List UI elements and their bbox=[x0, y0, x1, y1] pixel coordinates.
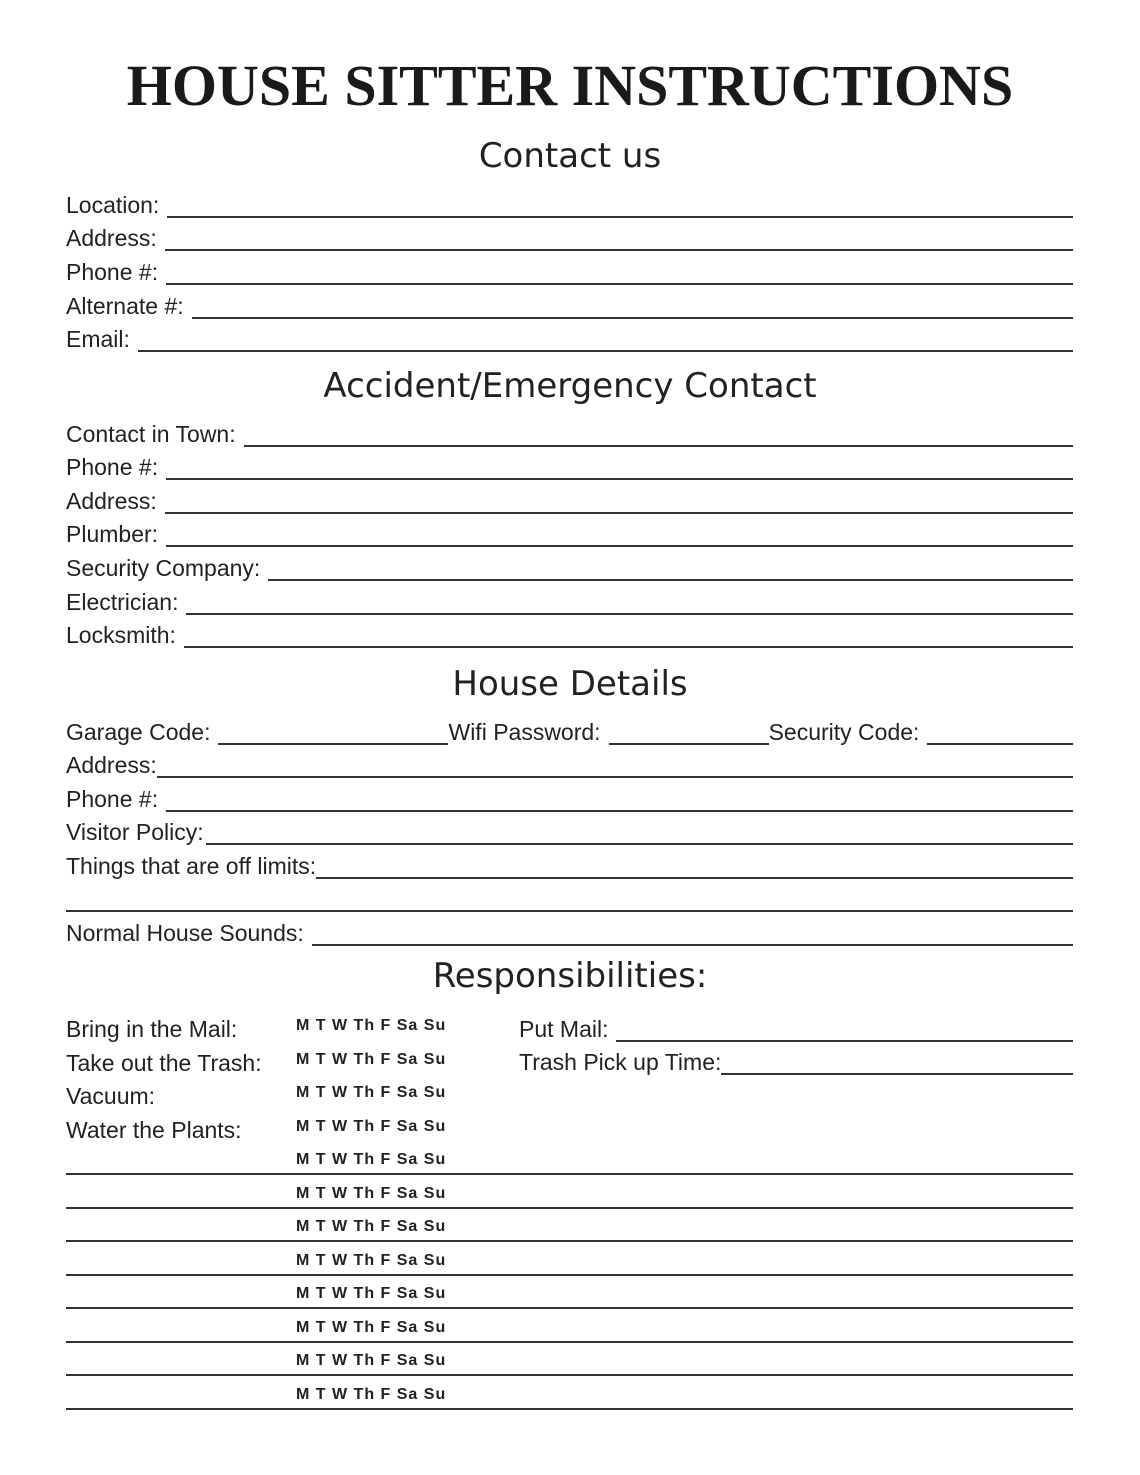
task-line[interactable] bbox=[66, 1207, 1073, 1209]
task-trash-label: Take out the Trash: bbox=[66, 1050, 262, 1076]
day-checklist[interactable]: M T W Th F Sa Su bbox=[296, 1151, 447, 1168]
fill-line[interactable] bbox=[316, 853, 1073, 879]
fill-line[interactable] bbox=[138, 326, 1073, 352]
field-label: Email: bbox=[66, 326, 130, 352]
field-label: Alternate #: bbox=[66, 293, 184, 319]
security-code-label: Security Code: bbox=[768, 719, 920, 745]
emergency-heading: Accident/Emergency Contact bbox=[323, 366, 817, 406]
fill-line[interactable] bbox=[186, 589, 1073, 615]
fill-line[interactable] bbox=[268, 555, 1073, 581]
field-label: Visitor Policy: bbox=[66, 819, 204, 845]
house-heading: House Details bbox=[452, 664, 688, 704]
day-checklist[interactable]: M T W Th F Sa Su bbox=[296, 1017, 447, 1034]
task-line[interactable] bbox=[66, 1307, 1073, 1309]
locksmith-field[interactable] bbox=[66, 614, 1073, 648]
field-label: Contact in Town: bbox=[66, 421, 236, 447]
contact-in-town-field[interactable] bbox=[66, 413, 1073, 447]
day-checklist[interactable]: M T W Th F Sa Su bbox=[296, 1319, 447, 1336]
fill-line[interactable] bbox=[192, 293, 1073, 319]
fill-line[interactable] bbox=[165, 225, 1073, 251]
trash-pickup-field[interactable] bbox=[519, 1041, 1073, 1075]
fill-line[interactable] bbox=[167, 192, 1073, 218]
day-checklist[interactable]: M T W Th F Sa Su bbox=[296, 1386, 447, 1403]
location-field[interactable] bbox=[66, 184, 1073, 218]
day-checklist[interactable]: M T W Th F Sa Su bbox=[296, 1185, 447, 1202]
day-checklist[interactable]: M T W Th F Sa Su bbox=[296, 1051, 447, 1068]
contact-heading: Contact us bbox=[478, 136, 662, 176]
day-checklist[interactable]: M T W Th F Sa Su bbox=[296, 1285, 447, 1302]
task-line[interactable] bbox=[66, 1408, 1073, 1410]
task-line[interactable] bbox=[66, 1341, 1073, 1343]
fill-line[interactable] bbox=[157, 752, 1073, 778]
fill-line[interactable] bbox=[165, 488, 1073, 514]
alternate-field[interactable] bbox=[66, 285, 1073, 319]
field-label: Trash Pick up Time: bbox=[519, 1049, 722, 1075]
day-checklist[interactable]: M T W Th F Sa Su bbox=[296, 1352, 447, 1369]
fill-line[interactable] bbox=[721, 1049, 1073, 1075]
task-line[interactable] bbox=[66, 1240, 1073, 1242]
field-label: Location: bbox=[66, 192, 160, 218]
field-label: Phone #: bbox=[66, 786, 159, 812]
emergency-phone-field[interactable] bbox=[66, 446, 1073, 480]
fill-line[interactable] bbox=[166, 259, 1073, 285]
task-mail-label: Bring in the Mail: bbox=[66, 1016, 238, 1042]
field-label: Security Company: bbox=[66, 555, 261, 581]
fill-line[interactable] bbox=[206, 819, 1073, 845]
house-address-field[interactable] bbox=[66, 744, 1073, 778]
day-checklist[interactable]: M T W Th F Sa Su bbox=[296, 1118, 447, 1135]
fill-line[interactable] bbox=[244, 421, 1073, 447]
task-line[interactable] bbox=[66, 1274, 1073, 1276]
email-field[interactable] bbox=[66, 318, 1073, 352]
fill-line[interactable] bbox=[616, 1016, 1073, 1042]
field-label: Phone #: bbox=[66, 259, 159, 285]
fill-line[interactable] bbox=[184, 622, 1073, 648]
off-limits-field[interactable] bbox=[66, 845, 1073, 879]
fill-line[interactable] bbox=[166, 786, 1073, 812]
security-company-field[interactable] bbox=[66, 547, 1073, 581]
field-label: Normal House Sounds: bbox=[66, 920, 304, 946]
house-sounds-field[interactable] bbox=[66, 912, 1073, 946]
field-label: Locksmith: bbox=[66, 622, 176, 648]
garage-code-line[interactable] bbox=[218, 719, 448, 745]
field-label: Plumber: bbox=[66, 521, 159, 547]
electrician-field[interactable] bbox=[66, 581, 1073, 615]
phone-field[interactable] bbox=[66, 251, 1073, 285]
field-label: Address: bbox=[66, 752, 157, 778]
day-checklist[interactable]: M T W Th F Sa Su bbox=[296, 1218, 447, 1235]
wifi-password-label: Wifi Password: bbox=[448, 719, 601, 745]
task-vacuum-label: Vacuum: bbox=[66, 1083, 156, 1109]
security-code-line[interactable] bbox=[927, 719, 1073, 745]
fill-line[interactable] bbox=[166, 521, 1073, 547]
field-label: Phone #: bbox=[66, 454, 159, 480]
field-label: Address: bbox=[66, 488, 157, 514]
task-plants-label: Water the Plants: bbox=[66, 1117, 242, 1143]
task-line[interactable] bbox=[66, 1374, 1073, 1376]
garage-code-label: Garage Code: bbox=[66, 719, 211, 745]
fill-line[interactable] bbox=[312, 920, 1073, 946]
field-label: Address: bbox=[66, 225, 157, 251]
put-mail-field[interactable] bbox=[519, 1008, 1073, 1042]
emergency-address-field[interactable] bbox=[66, 480, 1073, 514]
plumber-field[interactable] bbox=[66, 513, 1073, 547]
page-title: HOUSE SITTER INSTRUCTIONS bbox=[126, 53, 1014, 118]
day-checklist[interactable]: M T W Th F Sa Su bbox=[296, 1084, 447, 1101]
field-label: Put Mail: bbox=[519, 1016, 609, 1042]
task-line[interactable] bbox=[66, 1173, 1073, 1175]
field-label: Things that are off limits: bbox=[66, 853, 317, 879]
house-phone-field[interactable] bbox=[66, 778, 1073, 812]
fill-line[interactable] bbox=[166, 454, 1073, 480]
address-field[interactable] bbox=[66, 217, 1073, 251]
responsibilities-heading: Responsibilities: bbox=[432, 956, 708, 996]
codes-row bbox=[66, 711, 1073, 745]
day-checklist[interactable]: M T W Th F Sa Su bbox=[296, 1252, 447, 1269]
visitor-policy-field[interactable] bbox=[66, 811, 1073, 845]
wifi-password-line[interactable] bbox=[609, 719, 769, 745]
field-label: Electrician: bbox=[66, 589, 179, 615]
